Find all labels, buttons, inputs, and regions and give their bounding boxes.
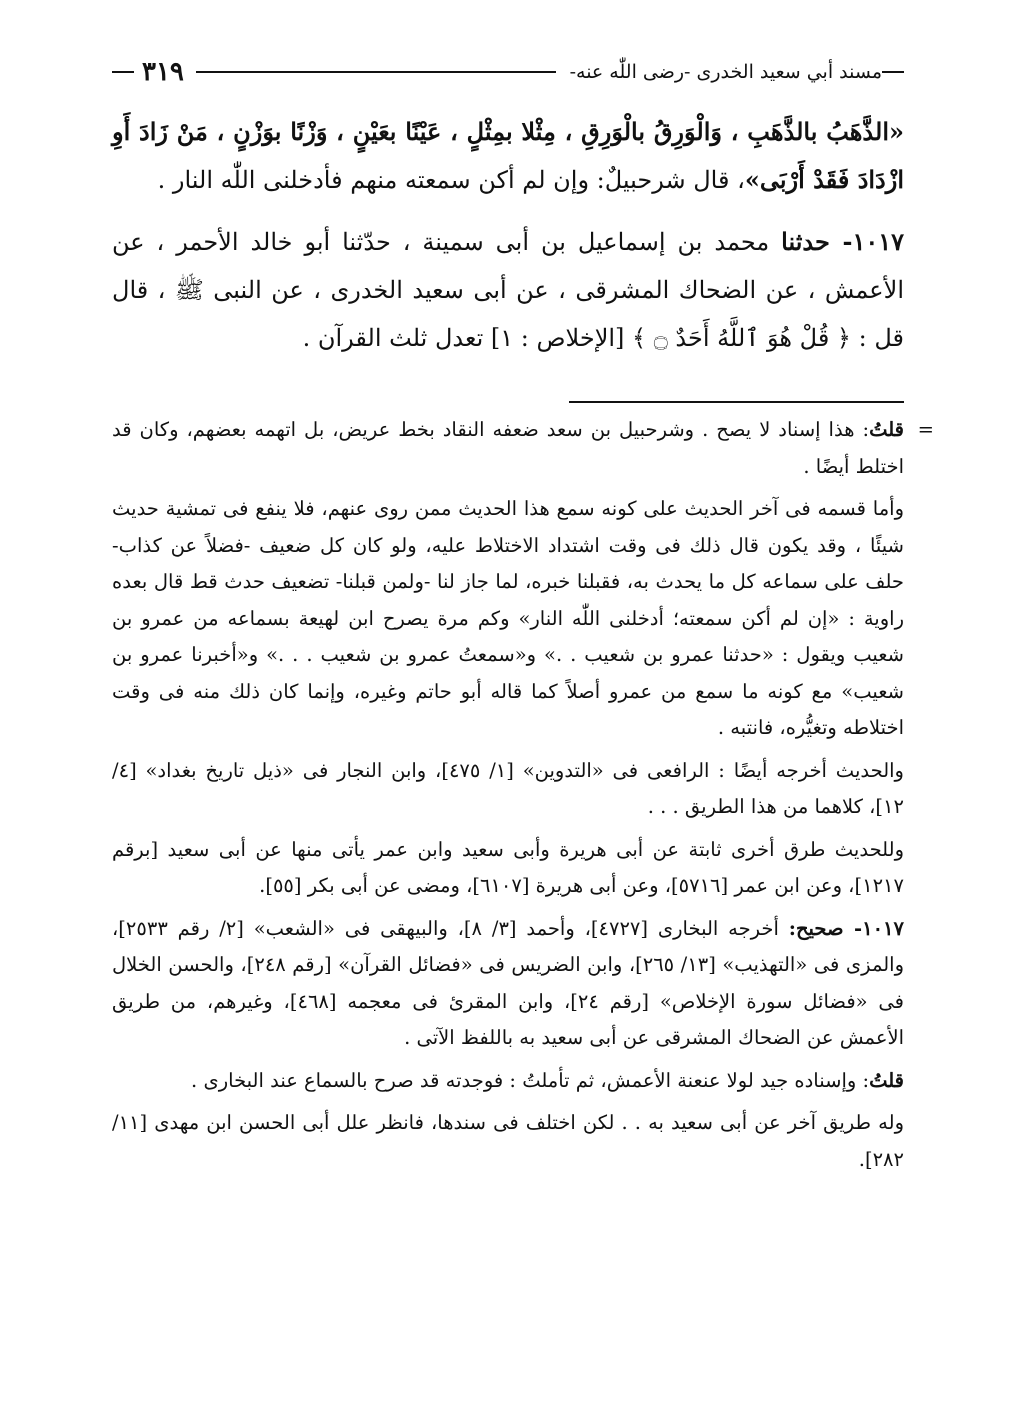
footnote-paragraph-2: وأما قسمه فى آخر الحديث على كونه سمع هذا الحديث ممن روى عنهم، فلا ينفع فى تمشية حديث شيئًا ، وقد يكون قال ذلك فى وقت اشتداد الاختلاط عليه، ولو كان كل ضعيف -فضلاً عن كذاب- حلف على سماعه كل ما يحدث به، فقبلنا خبره، لما جاز لنا -ولمن قبلنا- تضعيف حدث قط قال بعده راوية : «إن لم أكن سمعته؛ أدخلنى اللّٰه النار» وكم مرة يصرح ابن لهيعة بسماعه من عمرو بن شعيب ويقول : «حدثنا عمرو بن شعيب . .» و«سمعتُ عمرو بن شعيب . . .» و«أخبرنا عمرو بن شعيب» مع كونه ما سمع من عمرو أصلاً كما قاله أبو حاتم وغيره، وإنما كان ذلك منه فى وقت اختلاطه وتغيُّره، فانتبه . xyxy=(112,497,904,739)
footnote-paragraph-6 xyxy=(112,1063,904,1100)
header-rule xyxy=(196,71,556,73)
footnote-paragraph-4: وللحديث طرق أخرى ثابتة عن أبى هريرة وأبى سعيد وابن عمر يأتى منها عن أبى سعيد [برقم ١٢١٧]، وعن ابن عمر [٥٧١٦]، وعن أبى هريرة [٦١٠٧]، ومضى عن أبى بكر [٥٥]. xyxy=(112,837,904,897)
hadith-ending-paragraph xyxy=(112,108,904,204)
header-title: مسند أبي سعيد الخدرى -رضى اللّٰه عنه- xyxy=(569,61,882,83)
hadith-1017-paragraph xyxy=(112,218,904,362)
footnote-paragraph-3: والحديث أخرجه أيضًا : الرافعى فى «التدوين» [١/ ٤٧٥]، وابن النجار فى «ذيل تاريخ بغداد» [٤/ ١٢]، كلاهما من هذا الطريق . . . xyxy=(112,758,904,818)
note-text: : هذا إسناد لا يصح . وشرحبيل بن سعد ضعفه النقاد بخط عريض، بل اتهمه بعضهم، وكان قد اختلط أيضًا . xyxy=(112,418,904,478)
footnote-paragraph-7: وله طريق آخر عن أبى سعيد به . . لكن اختلف فى سندها، فانظر علل أبى الحسن ابن مهدى [١١/ ٢٨٢]. xyxy=(112,1111,904,1171)
running-header xyxy=(112,54,904,90)
footnote-number: ١٠١٧- صحيح: xyxy=(788,916,904,940)
footnotes xyxy=(112,412,934,1184)
footnote-paragraph-1 xyxy=(112,412,934,485)
hadith-quote: «الذَّهَبُ بالذَّهَبِ ، وَالْوَرِقُ بالْوَرِقِ ، مِثْلا بمِثْلٍ ، عَيْنًا بعَيْنٍ ، وَزْنًا بوَزْنٍ ، مَنْ زَادَ أَوِ ازْدَادَ فَقَدْ أَرْبَى» xyxy=(112,117,904,194)
note-lead-2: قلتُ xyxy=(869,1068,904,1092)
main-text xyxy=(112,108,904,362)
header-dash-end xyxy=(112,71,134,73)
hadith-quote-rest: ، قال شرحبيلٌ: وإن لم أكن سمعته منهم فأدخلنى اللّٰه النار . xyxy=(157,166,745,194)
hadith-1017-text: محمد بن إسماعيل بن أبى سمينة ، حدّثنا أبو خالد الأحمر ، عن الأعمش ، عن الضحاك المشرقى ، عن أبى سعيد الخدرى ، عن النبى ﷺ ، قال قل : ﴿ قُلْ هُوَ ٱللَّهُ أَحَدٌ ۝ ﴾ [الإخلاص : ١] تعدل ثلث القرآن . xyxy=(112,228,904,352)
footnote-6-text: : وإسناده جيد لولا عنعنة الأعمش، ثم تأملتُ : فوجدته قد صرح بالسماع عند البخارى . xyxy=(191,1068,870,1092)
header-dash xyxy=(882,71,904,73)
continuation-mark: = xyxy=(917,418,934,441)
note-lead: قلتُ xyxy=(869,418,904,441)
footnote-paragraph-5 xyxy=(112,911,904,1057)
hadith-number: ١٠١٧- حدثنا xyxy=(781,227,904,256)
footnote-separator xyxy=(569,401,904,403)
page-number: ٣١٩ xyxy=(142,57,184,87)
footnote-5-text: أخرجه البخارى [٤٧٢٧]، وأحمد [٣/ ٨]، والبيهقى فى «الشعب» [٢/ رقم ٢٥٣٣]، والمزى فى «التهذيب» [١٣/ ٢٦٥]، وابن الضريس فى «فضائل القرآن» [رقم ٢٤٨]، والحسن الخلال فى «فضائل سورة الإخلاص» [رقم ٢٤]، وابن المقرئ فى معجمه [٤٦٨]، وغيرهم، من طريق الأعمش عن الضحاك المشرقى عن أبى سعيد به باللفظ الآتى . xyxy=(112,916,904,1049)
